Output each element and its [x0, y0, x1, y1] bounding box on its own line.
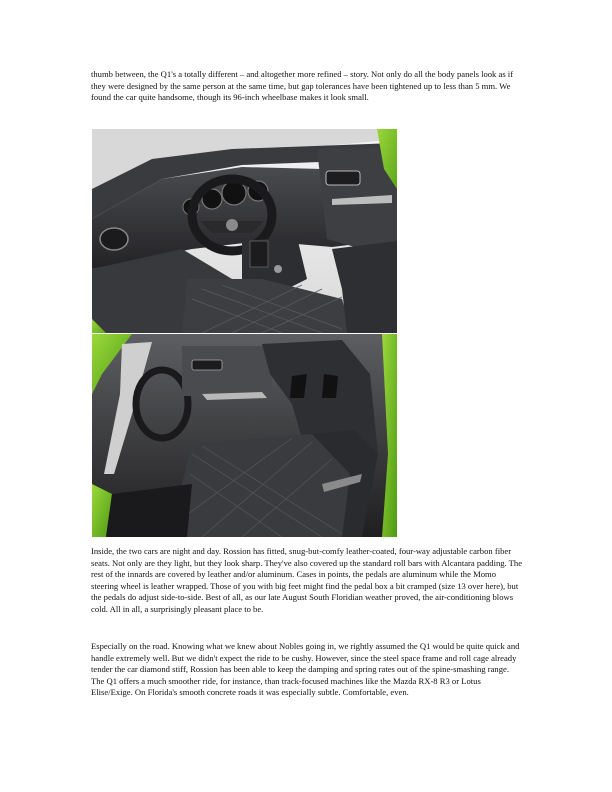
- body-paragraph-3: Especially on the road. Knowing what we knew about Nobles going in, we rightly assumed the Q1 would be quite quick and handle extremely well. But we didn't expect the ride to be cushy. However, since the steel space frame and roll cage already tender the car diamond stiff, Rossion has been able to keep the damping and spring rates out of the spine-smashing range. The Q1 offers a much smoother ride, for instance, than track-focused machines like the Mazda RX-8 R3 or Lotus Elise/Exige. On Florida's smooth concrete roads it was especially subtle. Comfortable, even.: [91, 641, 520, 698]
- dashboard-photo: [92, 129, 397, 333]
- body-paragraph-1: thumb between, the Q1's a totally different – and altogether more refined – story. Not only do all the body panels look as if they were designed by the same person at the same time, but gap tolerances have been tightened up to less than 5 mm. We found the car quite handsome, though its 96-inch wheelbase makes it look small.: [91, 69, 514, 103]
- body-paragraph-2: Inside, the two cars are night and day. Rossion has fitted, snug-but-comfy leather-coated, four-way adjustable carbon fiber seats. Not only are they light, but they look sharp. They've also covered up the standard roll bars with Alcantara padding. The rest of the innards are covered by leather and/or aluminum. Cases in points, the pedals are aluminum while the Momo steering wheel is leather wrapped. Those of you with big feet might find the pedal box a bit cramped (size 13 over here), but the pedals do adjust side-to-side. Best of all, as our late August South Floridian weather proved, the air-conditioning blows cold. All in all, a surprisingly pleasant place to be.: [91, 546, 523, 614]
- seat-photo: [92, 334, 397, 537]
